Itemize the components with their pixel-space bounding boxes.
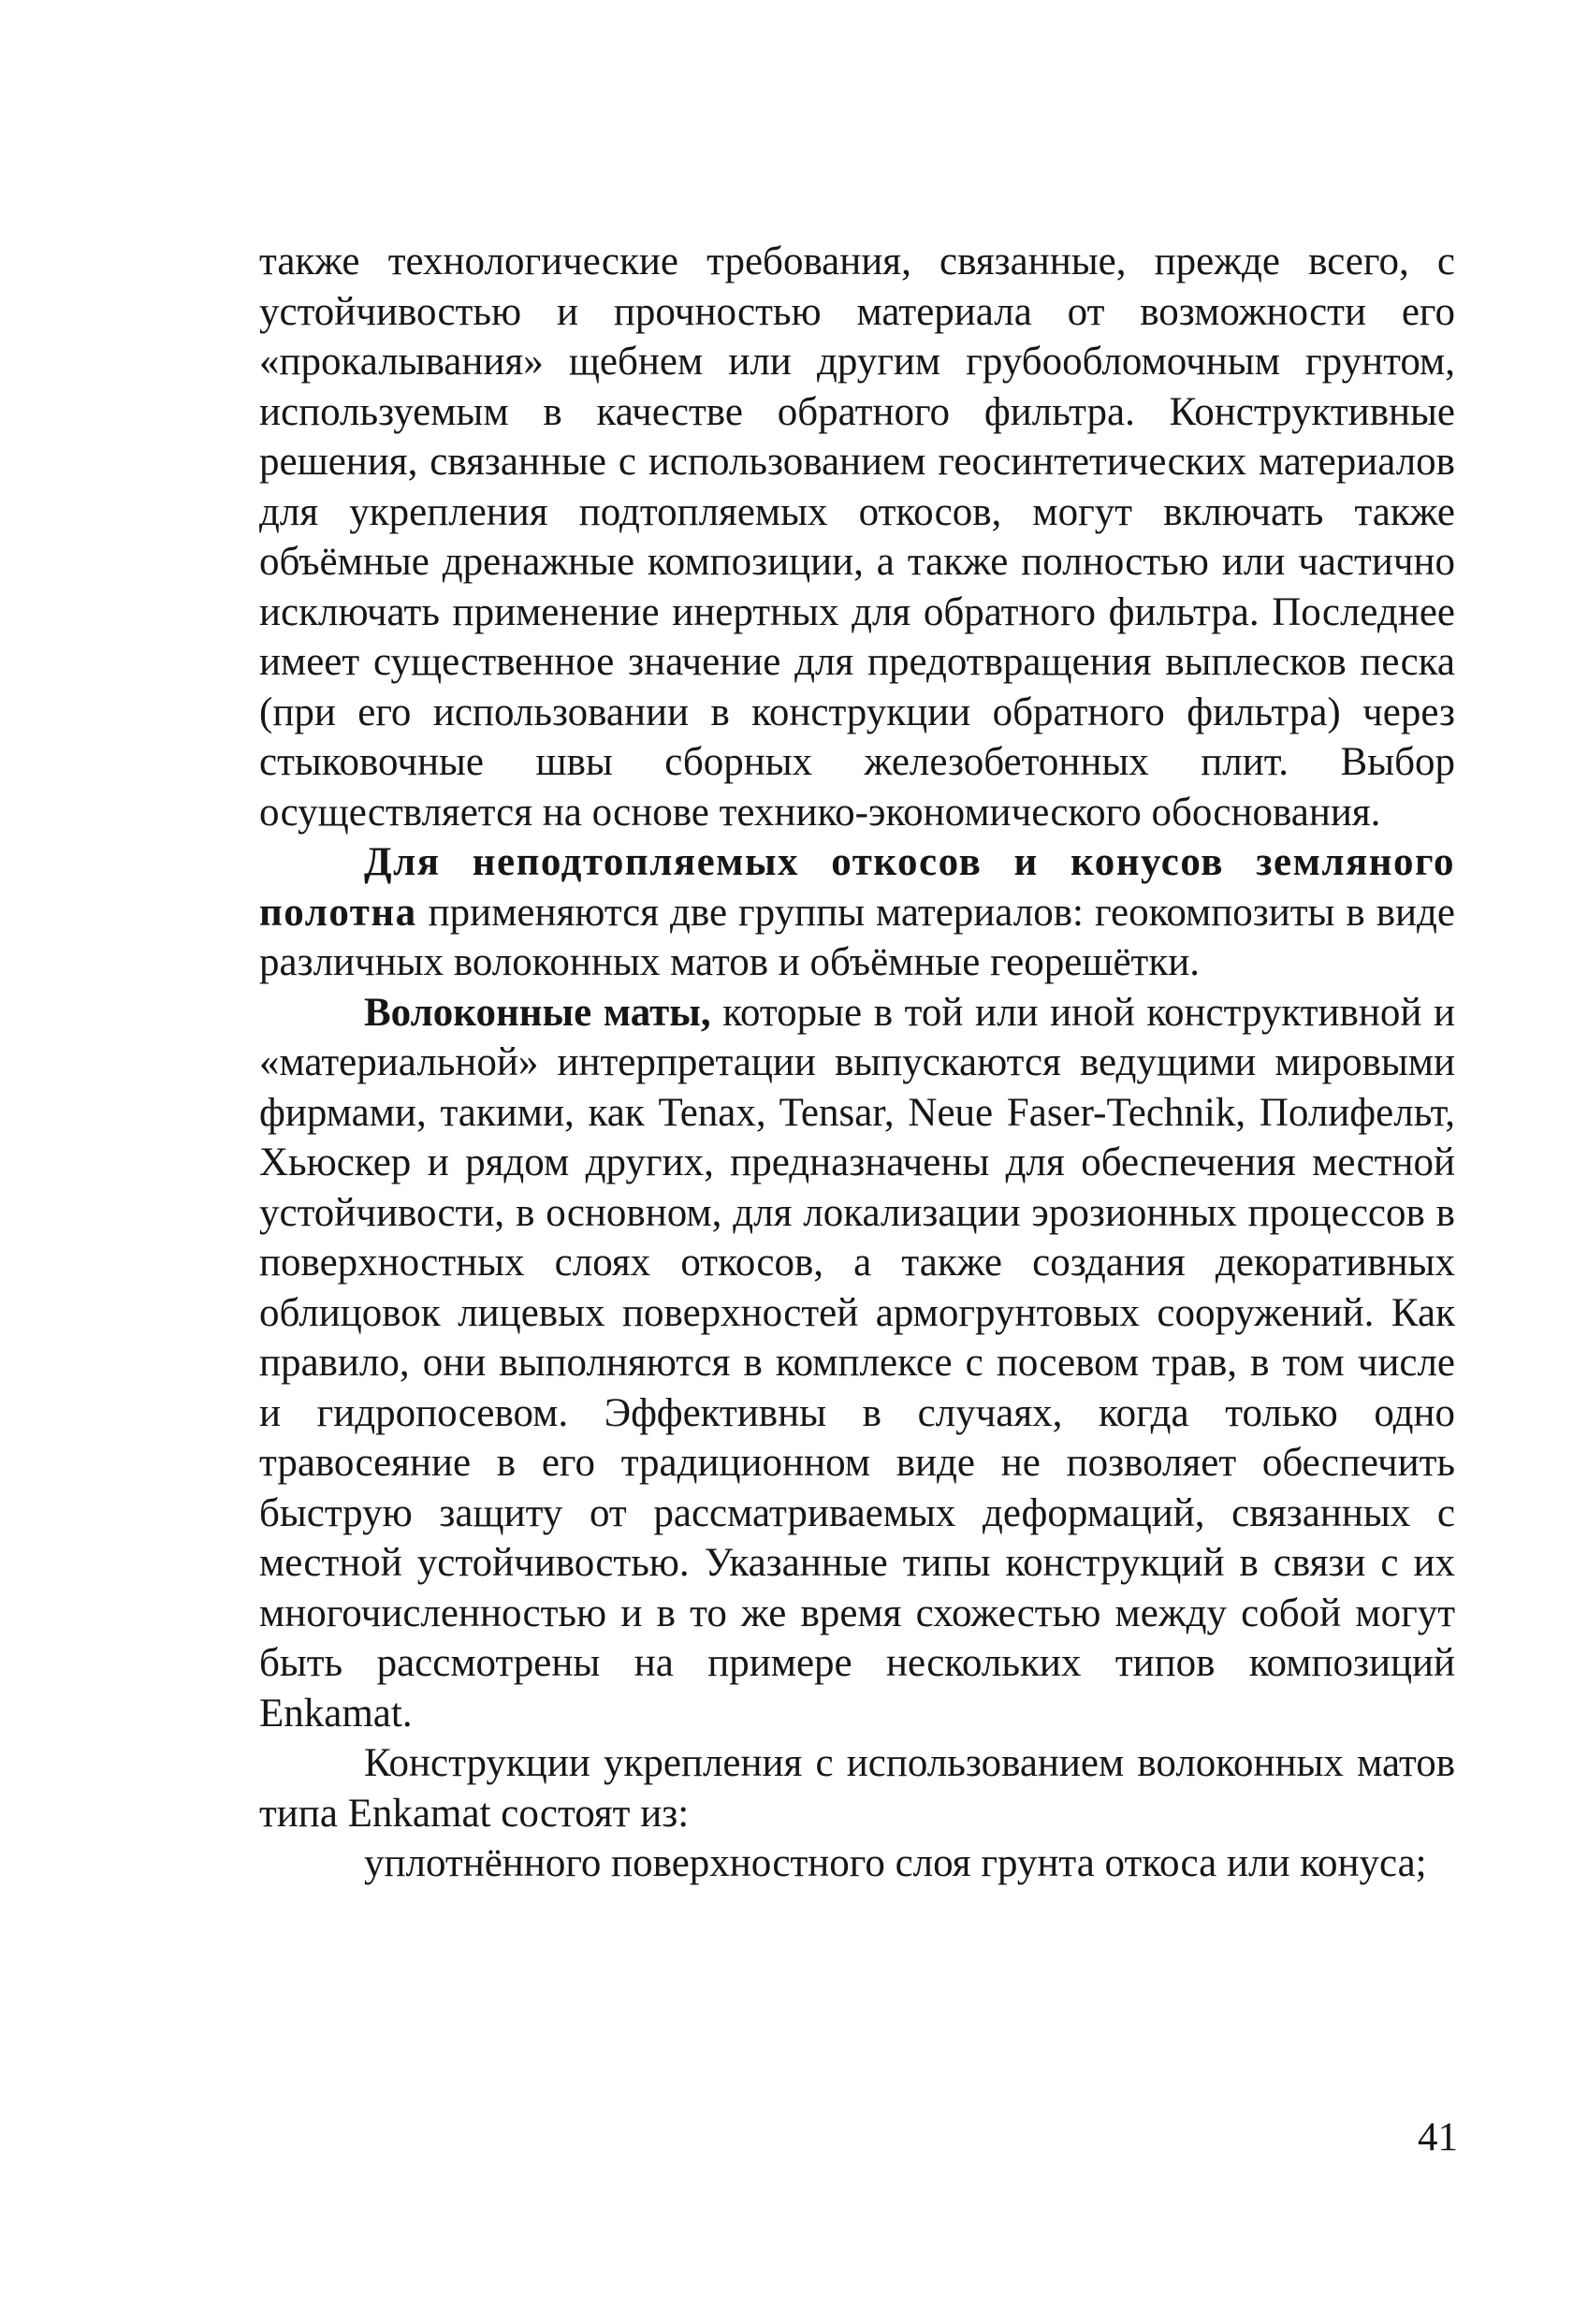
paragraph-lead-bold: Волоконные маты, xyxy=(364,990,711,1035)
paragraph-enkamat-construction xyxy=(259,1738,1455,1838)
list-item-compacted-layer xyxy=(259,1838,1455,1889)
body-text xyxy=(259,237,1455,1889)
page-number: 41 xyxy=(1418,2115,1458,2159)
paragraph-text: уплотнённого поверхностного слоя грунта откоса или конуса; xyxy=(364,1841,1427,1885)
paragraph-lead-bold: Для неподтопляемых откосов и конусов земляного полотна xyxy=(259,840,1455,935)
paragraph-text: Конструкции укрепления с использованием волоконных матов типа Enkamat состоят из: xyxy=(259,1741,1455,1836)
paragraph-text: применяются две группы материалов: геокомпозиты в виде различных волоконных матов и объёмные георешётки. xyxy=(259,890,1455,984)
paragraph-continuation xyxy=(259,237,1455,837)
paragraph-fiber-mats xyxy=(259,988,1455,1739)
paragraph-text: которые в той или иной конструктивной и «материальной» интерпретации выпускаются ведущими мировыми фирмами, такими, как Tenax, Tensar, Neue Faser-Technik, Полифельт, Хьюскер и рядом других, предназначены для обеспечения местной устойчивости, в основном, для локализации эрозионных процессов в поверхностных слоях откосов, а также создания декоративных облицовок лицевых поверхностей армогрунтовых сооружений. Как правило, они выполняются в комплексе с посевом трав, в том числе и гидропосевом. Эффективны в случаях, когда только одно травосеяние в его традиционном виде не позволяет обеспечить быструю защиту от рассматриваемых деформаций, связанных с местной устойчивостью. Указанные типы конструкций в связи с их многочисленностью и в то же время схожестью между собой могут быть рассмотрены на примере нескольких типов композиций Enkamat. xyxy=(259,990,1455,1736)
paragraph-non-flooded-slopes xyxy=(259,837,1455,988)
paragraph-text: также технологические требования, связанные, прежде всего, с устойчивостью и прочностью материала от возможности его «прокалывания» щебнем или другим грубообломочным грунтом, используемым в качестве обратного фильтра. Конструктивные решения, связанные с использованием геосинтетических материалов для укрепления подтопляемых откосов, могут включать также объёмные дренажные композиции, а также полностью или частично исключать применение инертных для обратного фильтра. Последнее имеет существенное значение для предотвращения выплесков песка (при его использовании в конструкции обратного фильтра) через стыковочные швы сборных железобетонных плит. Выбор осуществляется на основе технико-экономического обоснования. xyxy=(259,240,1455,835)
